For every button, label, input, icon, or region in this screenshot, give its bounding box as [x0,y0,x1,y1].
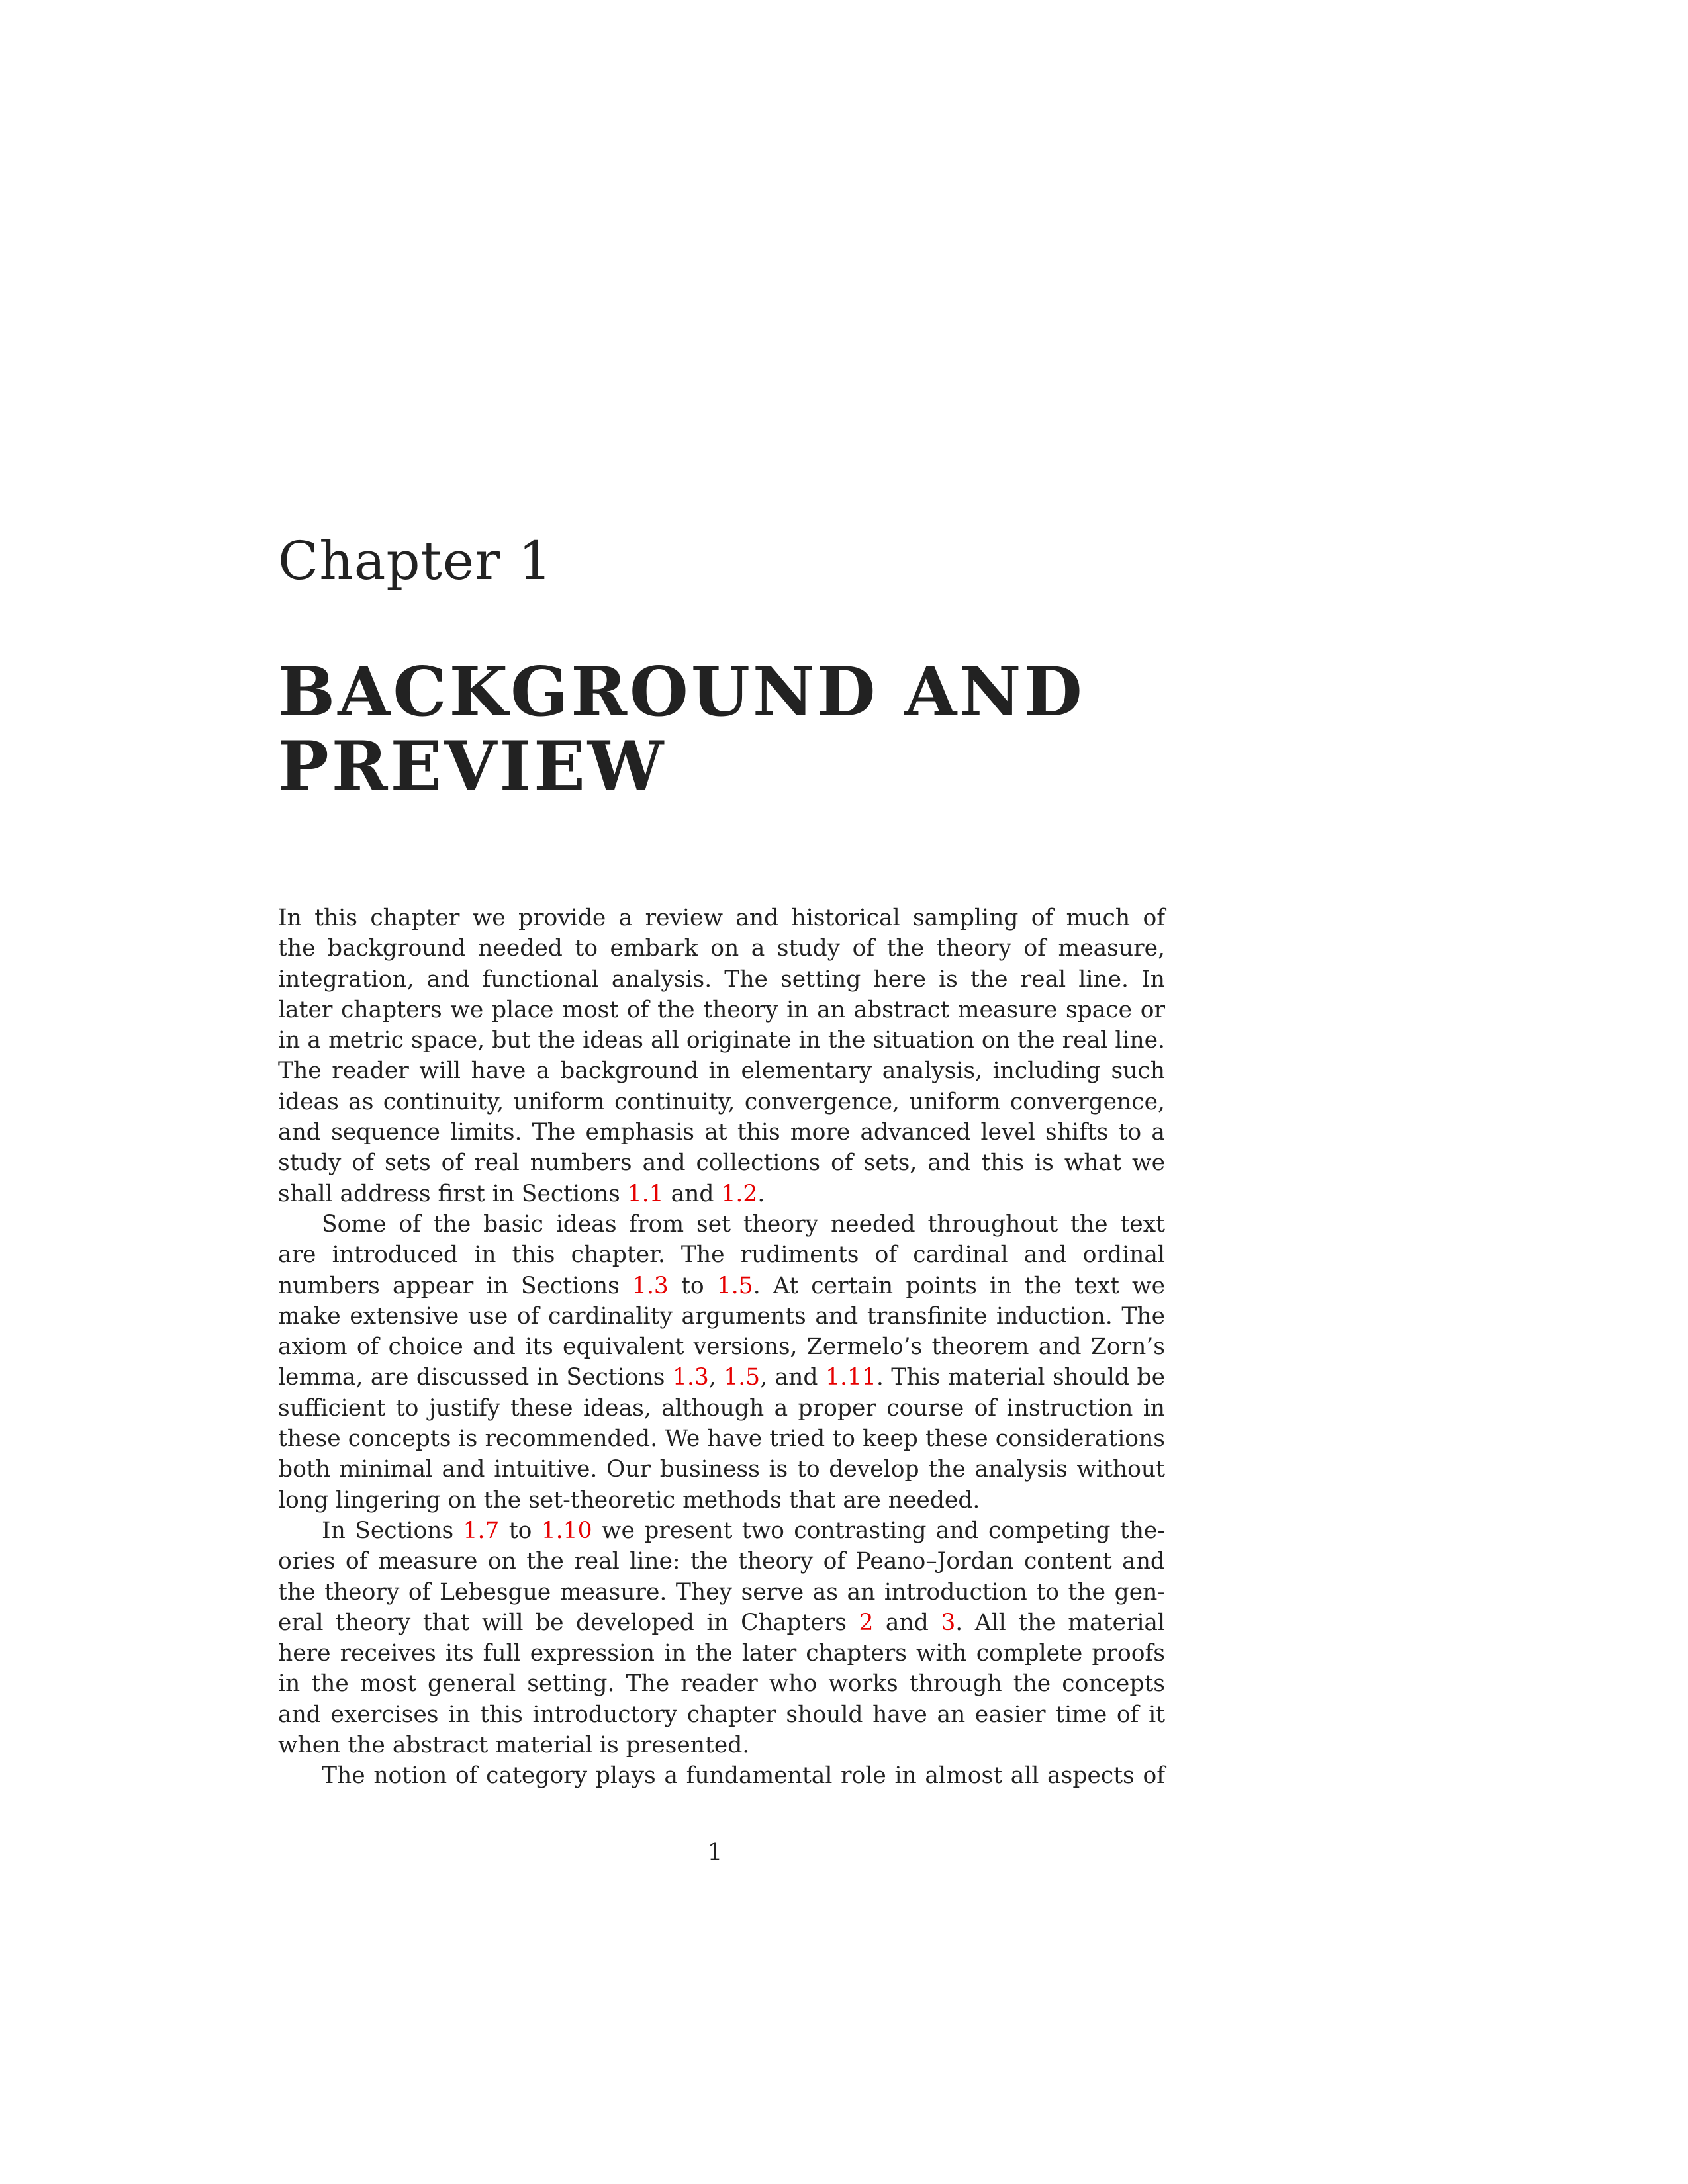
text-line [278,995,1165,1025]
text-line [278,1148,1165,1178]
text-line [278,1638,1165,1668]
text-run: . All the material [955,1609,1166,1636]
section-reference-link[interactable]: 1.5 [716,1272,753,1299]
text-run: eral theory that will be developed in Chapters [278,1609,859,1636]
text-run: and sequence limits. The emphasis at this more advanced level shifts to a [278,1119,1165,1146]
page-number: 1 [707,1839,723,1866]
text-line [278,1700,1165,1730]
section-reference-link[interactable]: 1.10 [541,1517,592,1544]
paragraph [278,1209,1165,1516]
text-run: these concepts is recommended. We have tried to keep these considerations [278,1426,1165,1453]
text-line [278,1087,1165,1117]
text-run: shall address first in Sections [278,1180,628,1207]
chapter-title-line: BACKGROUND AND [278,653,1085,732]
text-run: when the abstract material is presented. [278,1732,750,1759]
text-run: integration, and functional analysis. The setting here is the real line. In [278,966,1165,993]
text-line [278,1179,1165,1209]
text-run: are introduced in this chapter. The rudiments of cardinal and ordinal [278,1242,1165,1269]
section-reference-link[interactable]: 1.5 [724,1364,761,1391]
text-line [278,1393,1165,1424]
text-line [278,1209,1165,1240]
text-line [278,1485,1165,1516]
text-line [278,1117,1165,1148]
text-run: both minimal and intuitive. Our business is to develop the analysis without [278,1456,1165,1483]
text-run: make extensive use of cardinality arguments and transfinite induction. The [278,1302,1165,1330]
section-reference-link[interactable]: 3 [941,1609,956,1636]
text-run: axiom of choice and its equivalent versions, Zermelo’s theorem and Zorn’s [278,1334,1165,1361]
text-line [278,1454,1165,1484]
text-run: Some of the basic ideas from set theory needed throughout the text [322,1210,1165,1238]
section-reference-link[interactable]: 2 [859,1609,874,1636]
text-run: and [663,1180,722,1207]
text-run: in the most general setting. The reader who works through the concepts [278,1670,1165,1698]
text-line [278,1730,1165,1760]
text-run: The reader will have a background in elementary analysis, including such [278,1058,1165,1085]
text-line [278,903,1165,933]
section-reference-link[interactable]: 1.3 [672,1364,709,1391]
text-line [278,1577,1165,1608]
text-run: numbers appear in Sections [278,1272,632,1299]
text-run: The notion of category plays a fundamental role in almost all aspects of [322,1762,1165,1790]
text-run: the background needed to embark on a study of the theory of measure, [278,935,1165,962]
section-reference-link[interactable]: 1.11 [825,1364,876,1391]
text-run: later chapters we place most of the theory in an abstract measure space or [278,996,1165,1023]
text-line [278,1301,1165,1332]
paragraph [278,903,1165,1209]
section-reference-link[interactable]: 1.2 [721,1180,758,1207]
chapter-label: Chapter 1 [278,530,553,592]
text-run: we present two contrasting and competing the- [592,1517,1166,1544]
text-run: to [499,1517,541,1544]
text-line [278,1760,1165,1791]
text-line [278,1240,1165,1270]
text-run: , [708,1364,724,1391]
text-run: In Sections [322,1517,463,1544]
text-line [278,964,1165,995]
paragraph [278,1516,1165,1760]
text-run: study of sets of real numbers and collections of sets, and this is what we [278,1150,1165,1177]
text-line [278,1516,1165,1546]
paragraph [278,1760,1165,1791]
text-run: and exercises in this introductory chapter should have an easier time of it [278,1701,1165,1728]
text-line [278,1546,1165,1576]
text-line [278,1056,1165,1086]
chapter-title-line: PREVIEW [278,727,667,806]
text-run: to [668,1272,717,1299]
section-reference-link[interactable]: 1.1 [627,1180,664,1207]
section-reference-link[interactable]: 1.3 [632,1272,669,1299]
text-run: in a metric space, but the ideas all originate in the situation on the real line. [278,1027,1165,1054]
text-run: ideas as continuity, uniform continuity, convergence, uniform convergence, [278,1088,1165,1115]
text-line [278,1271,1165,1301]
text-run: sufficient to justify these ideas, although a proper course of instruction in [278,1394,1165,1422]
text-run: ories of measure on the real line: the theory of Peano–Jordan content and [278,1548,1165,1575]
text-line [278,933,1165,964]
text-run: , and [760,1364,825,1391]
text-run: and [873,1609,941,1636]
chapter-body-text [278,903,1165,1792]
text-run: In this chapter we provide a review and historical sampling of much of [278,905,1165,931]
section-reference-link[interactable]: 1.7 [463,1517,500,1544]
text-run: . [757,1180,765,1207]
text-line [278,1668,1165,1699]
text-run: here receives its full expression in the later chapters with complete proofs [278,1640,1165,1667]
text-line [278,1424,1165,1454]
text-line [278,1608,1165,1638]
text-run: . This material should be [876,1364,1166,1391]
text-run: . At certain points in the text we [753,1272,1165,1299]
text-run: lemma, are discussed in Sections [278,1364,673,1391]
text-run: the theory of Lebesgue measure. They serve as an introduction to the gen- [278,1578,1165,1606]
text-line [278,1332,1165,1362]
chapter-title [278,653,1403,806]
text-run: long lingering on the set-theoretic methods that are needed. [278,1486,980,1514]
text-line [278,1025,1165,1056]
text-line [278,1362,1165,1392]
